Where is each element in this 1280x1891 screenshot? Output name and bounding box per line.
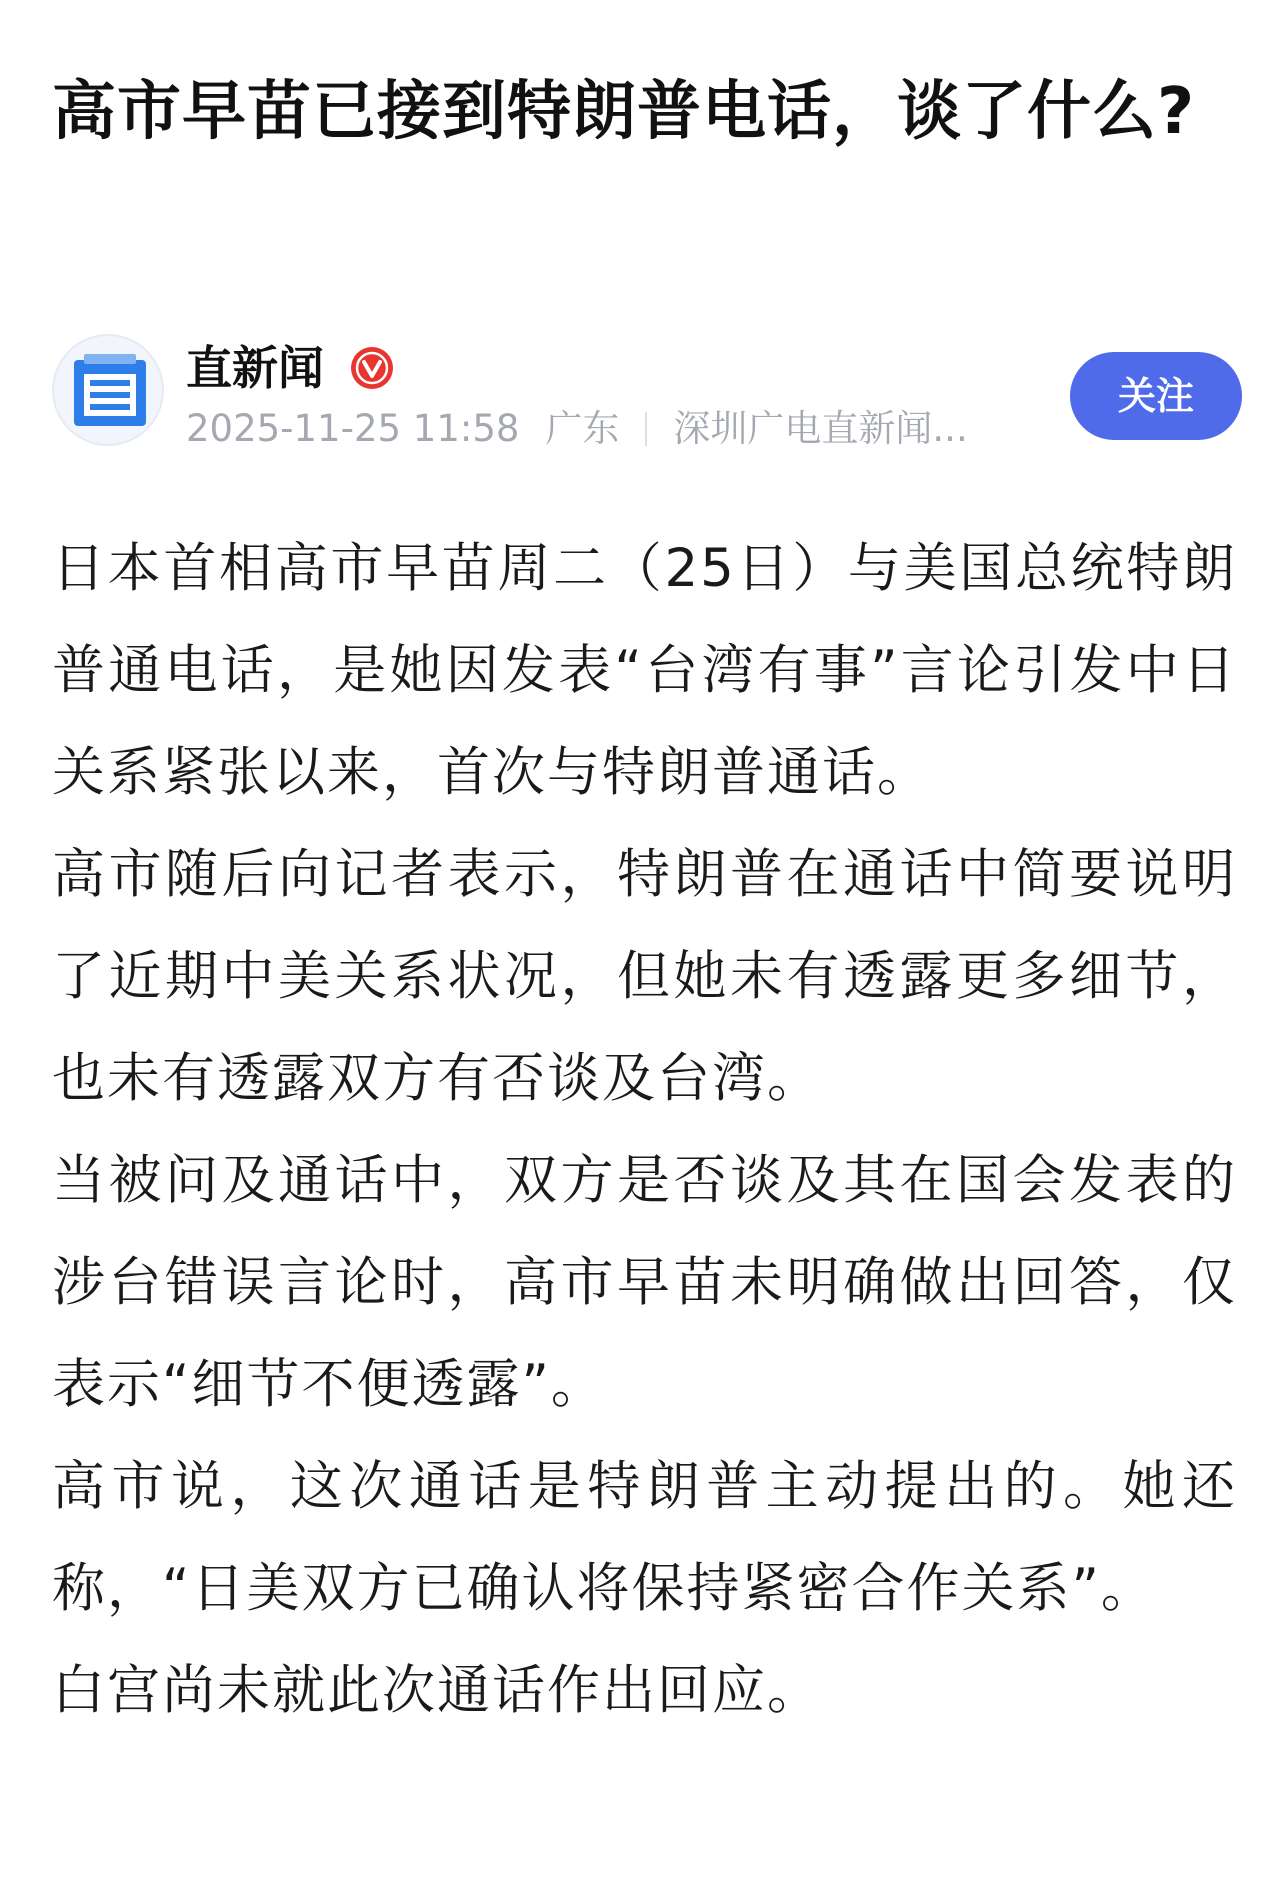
zhi-news-logo-icon[interactable] xyxy=(52,334,164,446)
follow-button[interactable]: 关注 xyxy=(1070,352,1242,440)
article-body xyxy=(52,518,1237,1742)
body-paragraph: 高市说，这次通话是特朗普主动提出的。她还称，“日美双方已确认将保持紧密合作关系”。 xyxy=(52,1456,1237,1619)
author-row xyxy=(52,334,1232,454)
verified-badge-icon xyxy=(350,346,394,390)
body-paragraph: 日本首相高市早苗周二（25日）与美国总统特朗普通电话，是她因发表“台湾有事”言论引发中日关系紧张以来，首次与特朗普通话。 xyxy=(52,538,1237,803)
publish-location: 广东 xyxy=(545,407,620,450)
publish-date: 2025-11-25 11:58 xyxy=(186,407,520,450)
body-paragraph: 白宫尚未就此次通话作出回应。 xyxy=(52,1660,822,1721)
author-name[interactable]: 直新闻 xyxy=(186,341,324,395)
meta-divider xyxy=(645,412,647,446)
source-name[interactable]: 深圳广电直新闻... xyxy=(673,407,968,450)
article-meta xyxy=(186,406,968,452)
body-paragraph: 高市随后向记者表示，特朗普在通话中简要说明了近期中美关系状况，但她未有透露更多细节，也未有透露双方有否谈及台湾。 xyxy=(52,844,1237,1109)
article-title: 高市早苗已接到特朗普电话，谈了什么? xyxy=(52,75,1196,149)
body-paragraph: 当被问及通话中，双方是否谈及其在国会发表的涉台错误言论时，高市早苗未明确做出回答，仅表示“细节不便透露”。 xyxy=(52,1150,1237,1415)
